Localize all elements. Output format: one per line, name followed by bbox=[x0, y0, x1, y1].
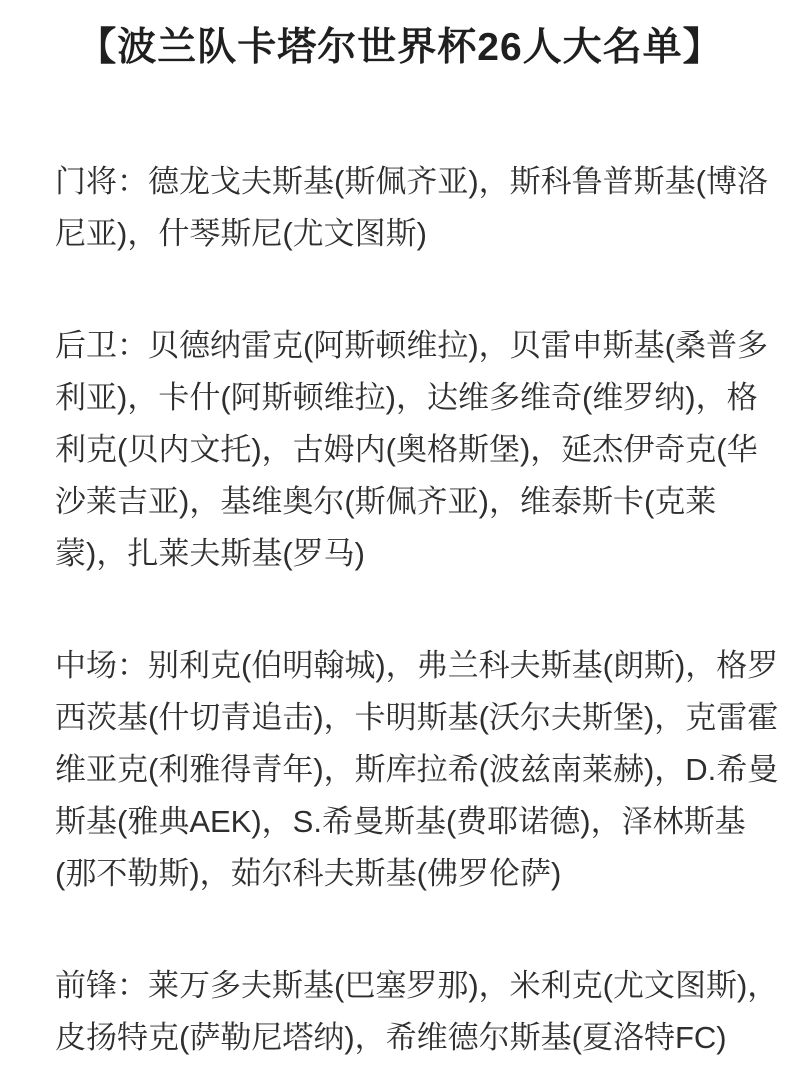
section-goalkeepers bbox=[55, 156, 768, 260]
text-line: 蒙)，扎莱夫斯基(罗马) bbox=[55, 536, 365, 571]
text-line: 斯基(雅典AEK)，S.希曼斯基(费耶诺德)，泽林斯基 bbox=[55, 804, 746, 839]
section-defenders bbox=[55, 320, 768, 580]
text-line: 皮扬特克(萨勒尼塔纳)，希维德尔斯基(夏洛特FC) bbox=[55, 1020, 727, 1055]
text-line: 沙莱吉亚)，基维奥尔(斯佩齐亚)，维泰斯卡(克莱 bbox=[55, 484, 717, 519]
page-title: 【波兰队卡塔尔世界杯26人大名单】 bbox=[77, 26, 723, 69]
text-line: 门将：德龙戈夫斯基(斯佩齐亚)，斯科鲁普斯基(博洛 bbox=[55, 164, 768, 199]
squad-list bbox=[0, 156, 800, 1064]
text-line: (那不勒斯)，茹尔科夫斯基(佛罗伦萨) bbox=[55, 856, 562, 891]
text-line: 中场：别利克(伯明翰城)，弗兰科夫斯基(朗斯)，格罗 bbox=[55, 648, 779, 683]
text-line: 尼亚)，什琴斯尼(尤文图斯) bbox=[55, 216, 427, 251]
text-line: 利克(贝内文托)，古姆内(奥格斯堡)，延杰伊奇克(华 bbox=[55, 432, 758, 467]
text-line: 维亚克(利雅得青年)，斯库拉希(波兹南莱赫)，D.希曼 bbox=[55, 752, 779, 787]
section-forwards bbox=[55, 960, 779, 1064]
text-line: 前锋：莱万多夫斯基(巴塞罗那)，米利克(尤文图斯)， bbox=[55, 968, 779, 1003]
text-line: 后卫：贝德纳雷克(阿斯顿维拉)，贝雷申斯基(桑普多 bbox=[55, 328, 768, 363]
section-midfielders bbox=[55, 640, 779, 900]
text-line: 西茨基(什切青追击)，卡明斯基(沃尔夫斯堡)，克雷霍 bbox=[55, 700, 779, 735]
text-line: 利亚)，卡什(阿斯顿维拉)，达维多维奇(维罗纳)，格 bbox=[55, 380, 758, 415]
